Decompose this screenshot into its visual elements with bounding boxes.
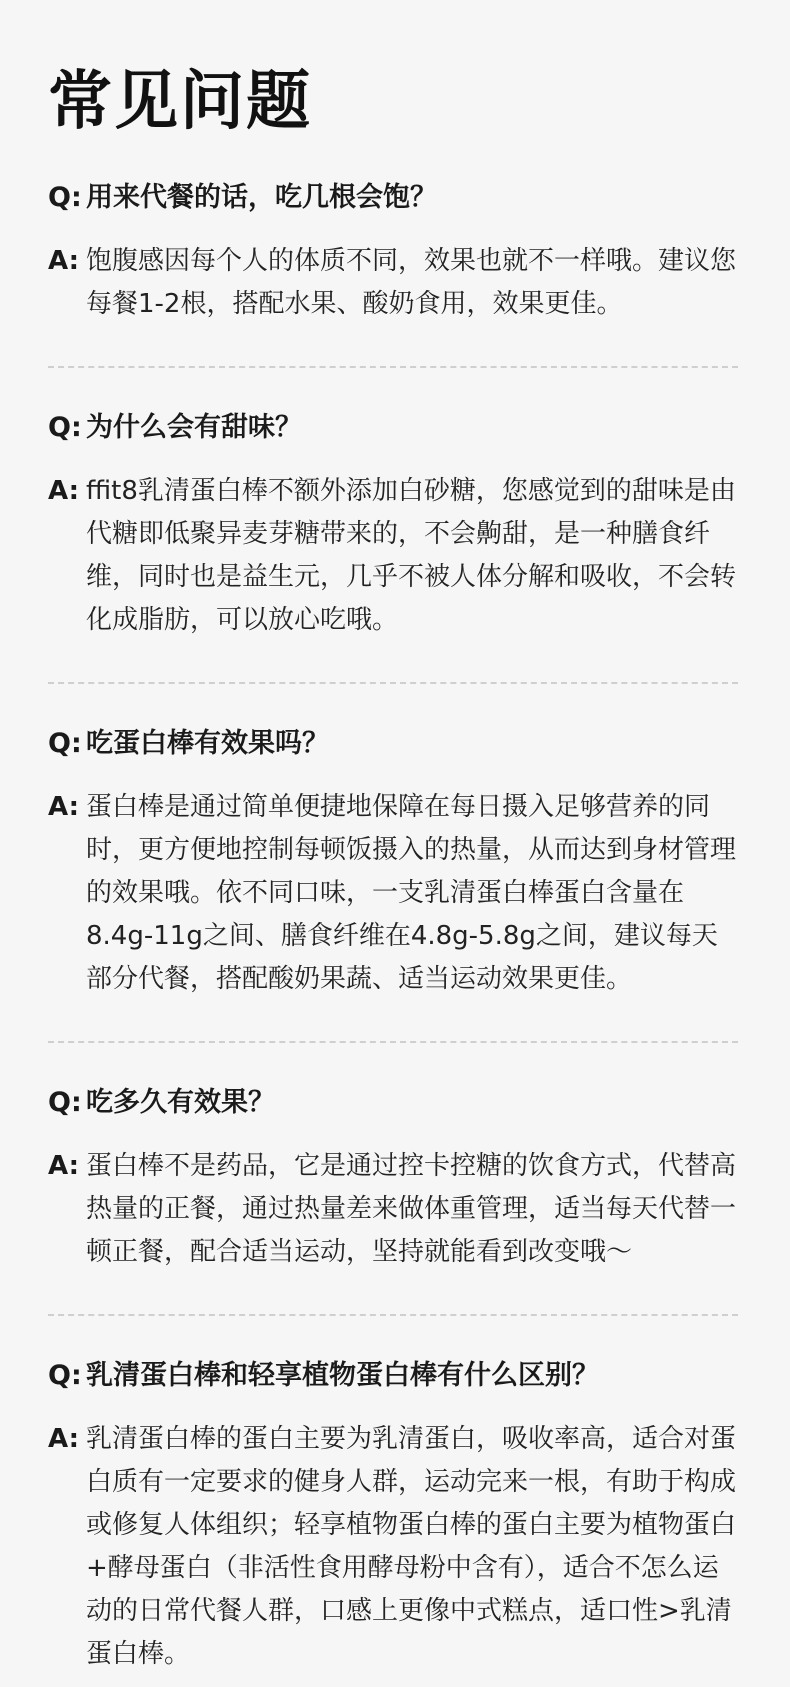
page-title: 常见问题 [48, 65, 312, 139]
question-row [48, 408, 738, 448]
answer-prefix: A: [48, 792, 80, 822]
faq-item [48, 408, 738, 642]
answer-row [48, 1145, 738, 1274]
answer-row [48, 1418, 738, 1676]
answer-prefix: A: [48, 476, 80, 506]
question-row [48, 1083, 738, 1123]
dashed-divider [48, 366, 738, 368]
question-text: 乳清蛋白棒和轻享植物蛋白棒有什么区别？ [86, 1360, 599, 1391]
question-row [48, 724, 738, 764]
answer-text: 蛋白棒是通过简单便捷地保障在每日摄入足够营养的同时，更方便地控制每顿饭摄入的热量，从而达到身材管理的效果哦。依不同口味，一支乳清蛋白棒蛋白含量在8.4g-11g之间、膳食纤维在4.8g-5.8g之间，建议每天部分代餐，搭配酸奶果蔬、适当运动效果更佳。 [86, 792, 737, 994]
faq-item [48, 724, 738, 1001]
dashed-divider [48, 682, 738, 684]
question-prefix: Q: [48, 1087, 82, 1118]
question-prefix: Q: [48, 1360, 82, 1391]
dashed-divider [48, 1041, 738, 1043]
question-text: 为什么会有甜味？ [86, 412, 302, 443]
faq-item [48, 1083, 738, 1274]
answer-prefix: A: [48, 1151, 80, 1181]
answer-prefix: A: [48, 1424, 80, 1454]
answer-row [48, 786, 738, 1001]
dashed-divider [48, 1314, 738, 1316]
answer-text: 蛋白棒不是药品，它是通过控卡控糖的饮食方式，代替高热量的正餐，通过热量差来做体重管理，适当每天代替一顿正餐，配合适当运动，坚持就能看到改变哦～ [86, 1151, 737, 1267]
answer-row [48, 470, 738, 642]
faq-item [48, 1356, 738, 1676]
question-text: 用来代餐的话，吃几根会饱？ [86, 182, 437, 213]
question-text: 吃蛋白棒有效果吗？ [86, 728, 329, 759]
faq-item [48, 178, 738, 326]
answer-text: ffit8乳清蛋白棒不额外添加白砂糖，您感觉到的甜味是由代糖即低聚异麦芽糖带来的，不会齁甜，是一种膳食纤维，同时也是益生元，几乎不被人体分解和吸收，不会转化成脂肪，可以放心吃哦。 [86, 476, 737, 635]
question-text: 吃多久有效果？ [86, 1087, 275, 1118]
question-prefix: Q: [48, 182, 82, 213]
question-prefix: Q: [48, 728, 82, 759]
question-prefix: Q: [48, 412, 82, 443]
answer-row [48, 240, 738, 326]
question-row [48, 1356, 738, 1396]
answer-text: 饱腹感因每个人的体质不同，效果也就不一样哦。建议您每餐1-2根，搭配水果、酸奶食用，效果更佳。 [86, 246, 737, 319]
answer-text: 乳清蛋白棒的蛋白主要为乳清蛋白，吸收率高，适合对蛋白质有一定要求的健身人群，运动完来一根，有助于构成或修复人体组织；轻享植物蛋白棒的蛋白主要为植物蛋白+酵母蛋白（非活性食用酵母粉中含有），适合不怎么运动的日常代餐人群，口感上更像中式糕点，适口性>乳清蛋白棒。 [86, 1424, 737, 1669]
answer-prefix: A: [48, 246, 80, 276]
question-row [48, 178, 738, 218]
